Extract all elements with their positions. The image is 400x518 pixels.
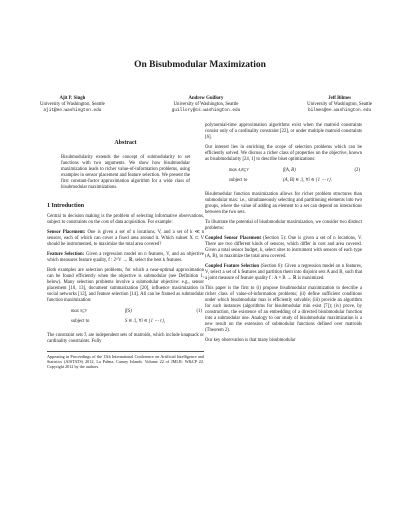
coupled-sensor-text: (Section 5): One is given a set of n locations, V. There are two different kinds of sensors, which differ in cost and area covered. Given a total sensor budget, k, select sites to instrument with sensors of each type (A, B), to maximize the total area covered.: [205, 236, 362, 259]
author-name: Ajit P. Singh: [59, 96, 86, 101]
sensor-placement-paragraph: [47, 230, 204, 248]
eq-max: [71, 308, 87, 315]
right-paragraph-6: Our key observation is that many bisubmodular: [205, 338, 296, 343]
eq-subject-to: subject to: [71, 319, 90, 324]
abstract-text: Bisubmodularity extends the concept of submodularity to set functions with two arguments. We show how bisubmodular maximization leads to richer value-of-information problems, using examples in sensor placement and feature selection. We present the first constant-factor approximation algorithm for a wide class of bisubmodular maximizations.: [61, 155, 190, 190]
section-heading-introduction: 1 Introduction: [47, 203, 85, 209]
author-email: bilmes@ee.washington.edu: [307, 108, 372, 113]
eq-constraint: S ∈ ℐᵢ, ∀i ∈ {1 ⋯ r},: [125, 319, 166, 324]
feature-selection-text: Given a regression model on n features, V, and an objective which measures feature quality, f : 2^V → ℝ, select the best k features.: [47, 252, 204, 263]
eq-constraint: (A, B) ∈ ℐᵢ, ∀i ∈ {1 ⋯ r}.: [283, 178, 333, 183]
eq-max-op: max: [229, 168, 237, 173]
author-1: [40, 96, 105, 114]
right-paragraph-4: To illustrate the potential of bisubmodular maximization, we consider two distinct problems:: [205, 220, 362, 231]
footnote: Appearing in Proceedings of the 15th International Conference on Artificial Intelligence and Statistics (AISTATS) 2012, La Palma, Canary Islands. Volume 22 of JMLR: W&CP 22. Copyright 2012 by the authors.: [47, 351, 204, 370]
author-2: [172, 96, 241, 114]
feature-selection-paragraph: [47, 252, 204, 264]
equation-2: [205, 167, 362, 189]
eq-max-op: max: [71, 309, 79, 314]
abstract-heading: Abstract: [114, 140, 137, 146]
right-paragraph-3: Bisubmodular function maximization allows for richer problem structures than submodular max: i.e., simultaneously selecting and partitioning elements into two groups, where the value of adding an element to a set can depend on interactions between the two sets.: [205, 192, 362, 215]
paper-title: On Bisubmodular Maximization: [134, 60, 266, 70]
author-name: Jeff Bilmes: [328, 96, 351, 101]
coupled-sensor-paragraph: [205, 236, 362, 260]
eq-objective: f(A, B): [283, 168, 296, 173]
sensor-placement-text: One is given a set of n locations, V, and a set of k ≪ n sensors, each of which can cover a fixed area around it. Which subset X ⊂ V should be instrumented, to maximize the total area covered?: [47, 230, 204, 247]
coupled-sensor-label: Coupled Sensor Placement: [205, 236, 261, 241]
author-affiliation: University of Washington, Seattle: [173, 102, 239, 107]
sensor-placement-label: Sensor Placement:: [47, 230, 86, 235]
eq-max-subscript: S⊆V: [80, 309, 88, 313]
eq-number: (1): [196, 309, 202, 314]
author-block: [10, 96, 390, 114]
intro-paragraph: Central to decision making is the problem of selecting informative observations, subject to constraints on the cost of data acquisition. For example:: [47, 214, 204, 225]
intro-paragraph-2: Both examples are selection problems, for which a near-optimal approximation can be found efficiently when the objective is submodular (see Definition 1, below). Many selection problems involve a submodular objective: e.g., sensor placement [10, 13], document summarization [20], influence maximization in social networks [12], and feature selection [14]. All can be framed as submodular function maximization:: [47, 268, 204, 303]
author-name: Andrew Guillory: [188, 96, 224, 101]
right-paragraph-5: This paper is the first to (i) propose bisubmodular maximization to describe a richer class of value-of-information problems; (ii) define sufficient conditions under which bisubmodular max is efficiently solvable; (iii) provide an algorithm for such instances (algorithms for bisubmodular min exist [7]); (iv) prove, by construction, the existence of an embedding of a directed bisubmodular function into a submodular one. Analogy to our study of bisubmodular maximization is a new result on the extension of submodular functions defined over matroids (Theorem 2).: [205, 286, 362, 333]
coupled-feature-paragraph: [205, 264, 362, 282]
eq-number: (2): [354, 168, 360, 173]
author-email: guillory@cs.washington.edu: [171, 108, 241, 113]
eq-max-subscript: A,B⊆V: [238, 168, 249, 172]
author-email: ajit@ee.washington.edu: [43, 108, 102, 113]
left-column: [47, 140, 204, 370]
right-column: [205, 123, 362, 348]
equation-1: [47, 308, 204, 330]
author-affiliation: University of Washington, Seattle: [307, 102, 372, 107]
feature-selection-label: Feature Selection:: [47, 252, 85, 257]
eq-max: [229, 167, 249, 174]
author-affiliation: University of Washington, Seattle: [40, 102, 105, 107]
coupled-feature-label: Coupled Feature Selection: [205, 264, 260, 269]
right-paragraph-1: polynomial-time approximation algorithms exist when the matroid constraints consist only of a cardinality constraint [22], or under multiple matroid constraints [6].: [205, 123, 362, 140]
author-3: [307, 96, 372, 114]
intro-paragraph-3: The constraint sets ℐᵢ are independent sets of matroids, which include knapsack or cardinality constraints. Fully: [47, 333, 204, 344]
eq-subject-to: subject to: [229, 178, 248, 183]
coupled-feature-text: (Section 6): Given a regression model on n features, V, select a set of k features and partition them into disjoint sets A and B, such that a joint measure of feature quality f : A × B → ℝ is maximized.: [205, 264, 362, 281]
eq-objective: f(S): [125, 309, 132, 314]
right-paragraph-2: Our interest lies in enriching the scope of selection problems which can be efficiently solved. We discuss a richer class of properties on the objective, known as bisubmodularity [24, 1] to describe biset optimizations:: [205, 145, 362, 162]
